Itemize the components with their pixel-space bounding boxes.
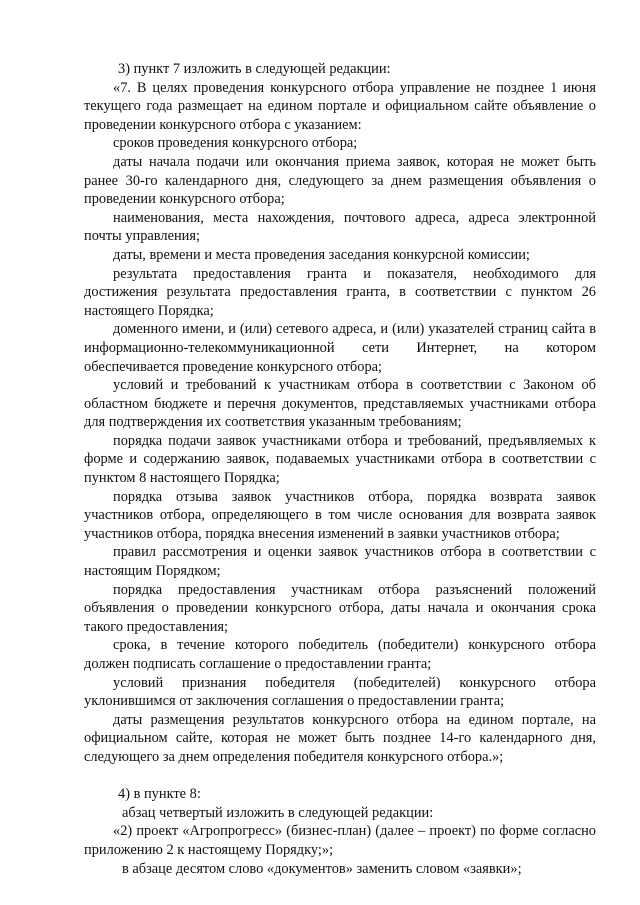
list-item-evaluation: правил рассмотрения и оценки заявок участников отбора в соответствии с настоящим Порядком; [84, 544, 596, 580]
list-item-domain: доменного имени, и (или) сетевого адреса, и (или) указателей страниц сайта в информационно-телекоммуникационной сети Интернет, на котором обеспечивается проведение конкурсного отбора; [84, 321, 596, 375]
item-4-heading: 4) в пункте 8: [118, 786, 201, 803]
item-3-heading: 3) пункт 7 изложить в следующей редакции: [118, 61, 391, 77]
list-item-dates: даты начала подачи или окончания приема заявок, которая не может быть ранее 30-го календарного дня, следующего за днем размещения объявления о проведении конкурсного отбора; [84, 153, 596, 208]
list-item-evasion: условий признания победителя (победителей) конкурсного отбора уклонившимся от заключения соглашения о предоставлении гранта; [84, 674, 596, 710]
list-item-terms: сроков проведения конкурсного отбора; [113, 135, 358, 152]
paragraph-project-form: «2) проект «Агропрогресс» (бизнес-план) (далее – проект) по форме согласно приложению 2 к настоящему Порядку;»; [84, 823, 596, 858]
paragraph-tenth-abzac: в абзаце десятом слово «документов» заменить словом «заявки»; [122, 860, 522, 877]
list-item-publication: даты размещения результатов конкурсного отбора на едином портале, на официальном сайте, которая не может быть позднее 14-го календарного дня, следующего за днем определения победителя конкурсного отбора.»; [84, 711, 596, 765]
list-item-submission: порядка подачи заявок участниками отбора и требований, предъявляемых к форме и содержанию заявок, подаваемых участниками отбора в соответствии с пунктом 8 настоящего Порядка; [84, 432, 596, 487]
paragraph-7-intro: «7. В целях проведения конкурсного отбора управление не позднее 1 июня текущего года размещает на едином портале и официальном сайте объявление о проведении конкурсного отбора с указанием: [84, 79, 596, 133]
list-item-address: наименования, места нахождения, почтового адреса, адреса электронной почты управления; [84, 209, 596, 245]
paragraph-fourth-abzac: абзац четвертый изложить в следующей редакции: [122, 804, 434, 821]
document-body [84, 60, 596, 878]
list-item-meeting: даты, времени и места проведения заседания конкурсной комиссии; [113, 246, 530, 263]
list-item-withdrawal: порядка отзыва заявок участников отбора, порядка возврата заявок участников отбора, определяющего в том числе основания для возврата заявок участников отбора, порядка внесения изменений в заявки участников отбора; [84, 488, 596, 542]
list-item-result: результата предоставления гранта и показателя, необходимого для достижения результата предоставления гранта, в соответствии с пунктом 26 настоящего Порядка; [84, 265, 596, 319]
list-item-signing-term: срока, в течение которого победитель (победители) конкурсного отбора должен подписать соглашение о предоставлении гранта; [84, 637, 596, 672]
list-item-requirements: условий и требований к участникам отбора в соответствии с Законом об областном бюджете и перечня документов, представляемых участниками отбора для подтверждения их соответствия указанным требованиям; [84, 377, 596, 431]
list-item-clarifications: порядка предоставления участникам отбора разъяснений положений объявления о проведении конкурсного отбора, даты начала и окончания срока такого предоставления; [84, 581, 596, 635]
